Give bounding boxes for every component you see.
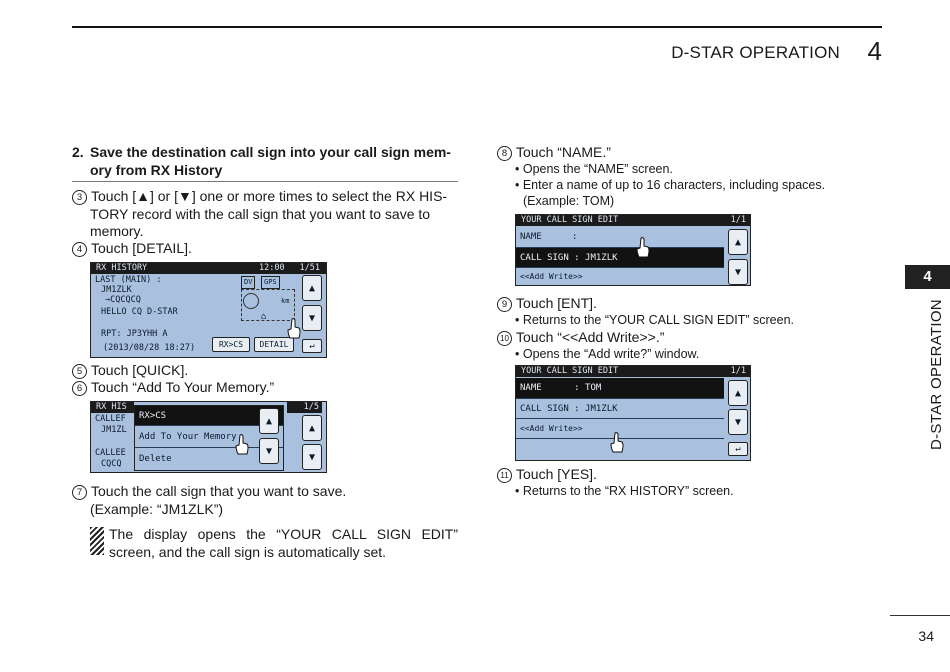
- add-write-row[interactable]: <<Add Write>>: [516, 419, 724, 439]
- name-row[interactable]: NAME : TOM: [516, 378, 724, 399]
- heading-number: 2.: [72, 144, 84, 160]
- finger-pointer-icon: [610, 432, 624, 454]
- step-number: 7: [72, 485, 87, 500]
- step-number: 3: [72, 190, 87, 205]
- heading-line-1: Save the destination call sign into your call sign mem-: [90, 144, 451, 160]
- step-10-bullet-1: • Opens the “Add write?” window.: [515, 347, 700, 361]
- step-9-bullet-1: • Returns to the “YOUR CALL SIGN EDIT” screen.: [515, 313, 794, 327]
- down-arrow-button[interactable]: ▼: [728, 409, 748, 435]
- rx-destination: →CQCQCQ: [105, 295, 141, 305]
- rx-caller[interactable]: JM1ZLK: [101, 285, 132, 295]
- step-7: 7 Touch the call sign that you want to save.: [72, 483, 346, 500]
- chapter-tab-label: D-STAR OPERATION: [928, 299, 945, 450]
- step-3-line-3: memory.: [90, 223, 144, 239]
- dv-badge: DV: [241, 276, 255, 289]
- step-number: 9: [497, 297, 512, 312]
- compass-icon: [243, 293, 259, 309]
- note-line-1: The display opens the “YOUR CALL SIGN EDIT”: [109, 526, 458, 542]
- page-number: 34: [918, 628, 934, 644]
- heading-rule: [72, 181, 458, 182]
- up-arrow-button[interactable]: ▲: [728, 229, 748, 255]
- rx-history-screen: [90, 262, 327, 358]
- call-sign-row[interactable]: CALL SIGN : JM1ZLK: [516, 248, 724, 268]
- step-3: 3 Touch [▲] or [▼] one or more times to select the RX HIS-: [72, 188, 447, 205]
- heading-line-2: ory from RX History: [90, 162, 223, 178]
- finger-pointer-icon: [235, 434, 249, 456]
- chapter-tab: 4: [905, 265, 950, 289]
- down-arrow-button[interactable]: ▼: [302, 305, 322, 331]
- step-3-line-2: TORY record with the call sign that you want to save to: [90, 206, 431, 222]
- back-button[interactable]: ↵: [302, 339, 322, 353]
- step-8-example: (Example: TOM): [523, 194, 615, 208]
- page-header-title: D-STAR OPERATION: [671, 43, 840, 62]
- step-7-example: (Example: “JM1ZLK”): [90, 501, 224, 517]
- rx-repeater: RPT: JP3YHH A: [101, 329, 168, 339]
- step-5: 5 Touch [QUICK].: [72, 362, 188, 379]
- menu-item-add-to-memory[interactable]: Add To Your Memory: [135, 427, 283, 448]
- step-number: 8: [497, 146, 512, 161]
- step-number: 4: [72, 242, 87, 257]
- finger-pointer-icon: [287, 318, 301, 340]
- up-arrow-button[interactable]: ▲: [259, 408, 279, 434]
- step-4: 4 Touch [DETAIL].: [72, 240, 192, 257]
- down-arrow-button[interactable]: ▼: [302, 444, 322, 470]
- step-10: 10 Touch “<<Add Write>>.”: [497, 329, 664, 346]
- step-11-bullet-1: • Returns to the “RX HISTORY” screen.: [515, 484, 734, 498]
- screen-title-bar: YOUR CALL SIGN EDIT 1/1: [516, 366, 750, 377]
- step-11: 11 Touch [YES].: [497, 466, 597, 483]
- step-number: 6: [72, 381, 87, 396]
- up-arrow-button[interactable]: ▲: [728, 380, 748, 406]
- step-8: 8 Touch “NAME.”: [497, 144, 611, 161]
- back-button[interactable]: ↵: [728, 442, 748, 456]
- screen-title-bar: RX HISTORY 1/51 12:00: [91, 263, 326, 274]
- call-sign-edit-screen: [515, 214, 751, 286]
- rx-line-1: LAST (MAIN) :: [95, 275, 162, 285]
- note-icon: [90, 527, 104, 555]
- gps-badge: GPS: [261, 276, 280, 289]
- home-icon: ⌂: [261, 312, 267, 322]
- screen-title-bar: YOUR CALL SIGN EDIT 1/1: [516, 215, 750, 226]
- step-6: 6 Touch “Add To Your Memory.”: [72, 379, 274, 396]
- down-arrow-button[interactable]: ▼: [259, 438, 279, 464]
- step-8-bullet-1: • Opens the “NAME” screen.: [515, 162, 673, 176]
- step-number: 10: [497, 331, 512, 346]
- footer-rule: [890, 615, 950, 616]
- name-row[interactable]: NAME :: [516, 227, 724, 248]
- step-8-bullet-2: • Enter a name of up to 16 characters, including spaces.: [515, 178, 826, 192]
- add-write-screen: [515, 365, 751, 461]
- step-9: 9 Touch [ENT].: [497, 295, 597, 312]
- rx-message: HELLO CQ D-STAR: [101, 307, 178, 317]
- up-arrow-button[interactable]: ▲: [302, 275, 322, 301]
- step-number: 11: [497, 468, 512, 483]
- menu-item-delete[interactable]: Delete: [139, 454, 172, 464]
- chapter-number: 4: [867, 36, 882, 66]
- rx-timestamp: (2013/08/28 18:27): [103, 343, 196, 353]
- add-write-row[interactable]: <<Add Write>>: [520, 272, 583, 281]
- up-arrow-button[interactable]: ▲: [302, 415, 322, 441]
- quick-menu-screen: RX HIS CALLEF JM1ZL CALLEE CQCQ RX>CS Add To Your Memory Delete ▲ ▼ 1/5 ▲ ▼: [90, 401, 327, 473]
- finger-pointer-icon: [636, 237, 650, 259]
- distance-unit: km: [281, 297, 290, 305]
- menu-item-rx-cs[interactable]: RX>CS: [135, 406, 283, 426]
- header-rule: [72, 26, 882, 28]
- rx-cs-button[interactable]: RX>CS: [212, 337, 250, 352]
- down-arrow-button[interactable]: ▼: [728, 259, 748, 285]
- page-indicator: 1/5: [287, 402, 322, 413]
- call-sign-row[interactable]: CALL SIGN : JM1ZLK: [516, 399, 724, 419]
- step-number: 5: [72, 364, 87, 379]
- screen-title-bar: RX HIS: [91, 402, 134, 413]
- detail-button[interactable]: DETAIL: [254, 337, 294, 352]
- note-line-2: screen, and the call sign is automatically set.: [109, 544, 387, 560]
